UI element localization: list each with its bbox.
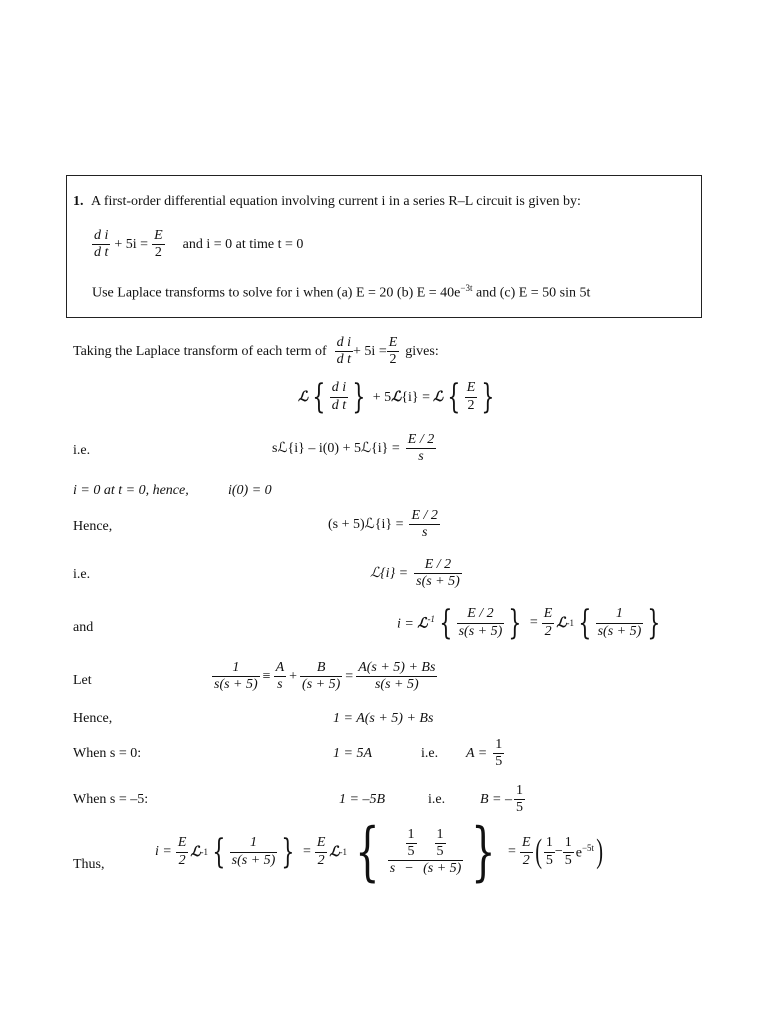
line-5: i = ℒ$^{-1}$ { $\frac{E / 2}{s(s + 5)}$ } = $\frac{E}{2}$ ℒ -1 { $\frac{1}{s(s + 5)}$ } [397, 603, 661, 643]
hence-label-2: Hence, [73, 711, 113, 726]
line-4: ℒ{i} = $\frac{E / 2}{s(s + 5)}$ [370, 557, 460, 590]
hence-label-1: Hence, [73, 519, 113, 534]
final-expression: i = $\frac{E}{2}$ ℒ -1 { $\frac{1}{s(s + 5)}$ } = $\frac{E}{2}$ ℒ -1 { $\frac{1}{5}$ $\frac{1}{5}$ s − (s + 5) } = $\frac{E}{2}$ ( $\frac{1}{5}$ − $\frac{1}{5}$ $e^{-5t}$ ) [155, 815, 604, 889]
eq-s-zero: 1 = 5A [333, 746, 372, 761]
thus-label: Thus, [73, 857, 105, 872]
eq-s-minus5: 1 = –5B [339, 792, 385, 807]
line-3: (s + 5)ℒ{i} = $\frac{E / 2}{s}$ [328, 508, 438, 541]
line-2: sℒ{i} – i(0) + 5ℒ{i} = $\frac{E / 2}{s}$ [272, 432, 435, 465]
identity-eq: 1 = A(s + 5) + Bs [333, 711, 434, 726]
when-s-minus5: When s = –5: [73, 792, 149, 807]
problem-text: A first-order differential equation involving current i in a series R–L circuit is given by: [91, 194, 581, 209]
initial-condition: i = 0 at t = 0, hence, [73, 483, 189, 498]
initial-condition-value: i(0) = 0 [228, 483, 272, 498]
ie-label-4: i.e. [428, 792, 446, 807]
A-value: A = $\frac{1}{5}$ [466, 737, 503, 770]
laplace-transform-eq: ℒ { $\frac{\text{d i}}{\text{d t}}$ } + 5ℒ{i} = ℒ { $\frac{E}{2}$ } [298, 377, 495, 417]
ie-label-3: i.e. [421, 746, 439, 761]
problem-equation: $\frac{\text{d i}}{\text{d t}}$ + 5i = $\frac{E}{2}$ and i = 0 at time t = 0 [94, 228, 304, 261]
problem-statement [73, 194, 581, 210]
and-label: and [73, 620, 94, 635]
ie-label-2: i.e. [73, 567, 91, 582]
problem-instruction: Use Laplace transforms to solve for i when (a) E = 20 (b) $E = 40e^{-3t}$ and (c) E = 50 sin 5t [92, 283, 591, 301]
solution-intro: Taking the Laplace transform of each term of $\frac{\text{d i}}{\text{d t}}$ + 5i = $\frac{E}{2}$ gives: [73, 335, 439, 368]
ie-label-1: i.e. [73, 443, 91, 458]
B-value: B = – $\frac{1}{5}$ [480, 783, 523, 816]
problem-number: 1. [73, 194, 84, 209]
let-label: Let [73, 673, 92, 688]
partial-fractions: $\frac{1}{s(s + 5)}$ ≡ $\frac{A}{s}$ + $\frac{B}{(s + 5)}$ = $\frac{A(s + 5) + Bs}{s(s + 5)}$ [214, 660, 436, 693]
when-s-zero: When s = 0: [73, 746, 142, 761]
